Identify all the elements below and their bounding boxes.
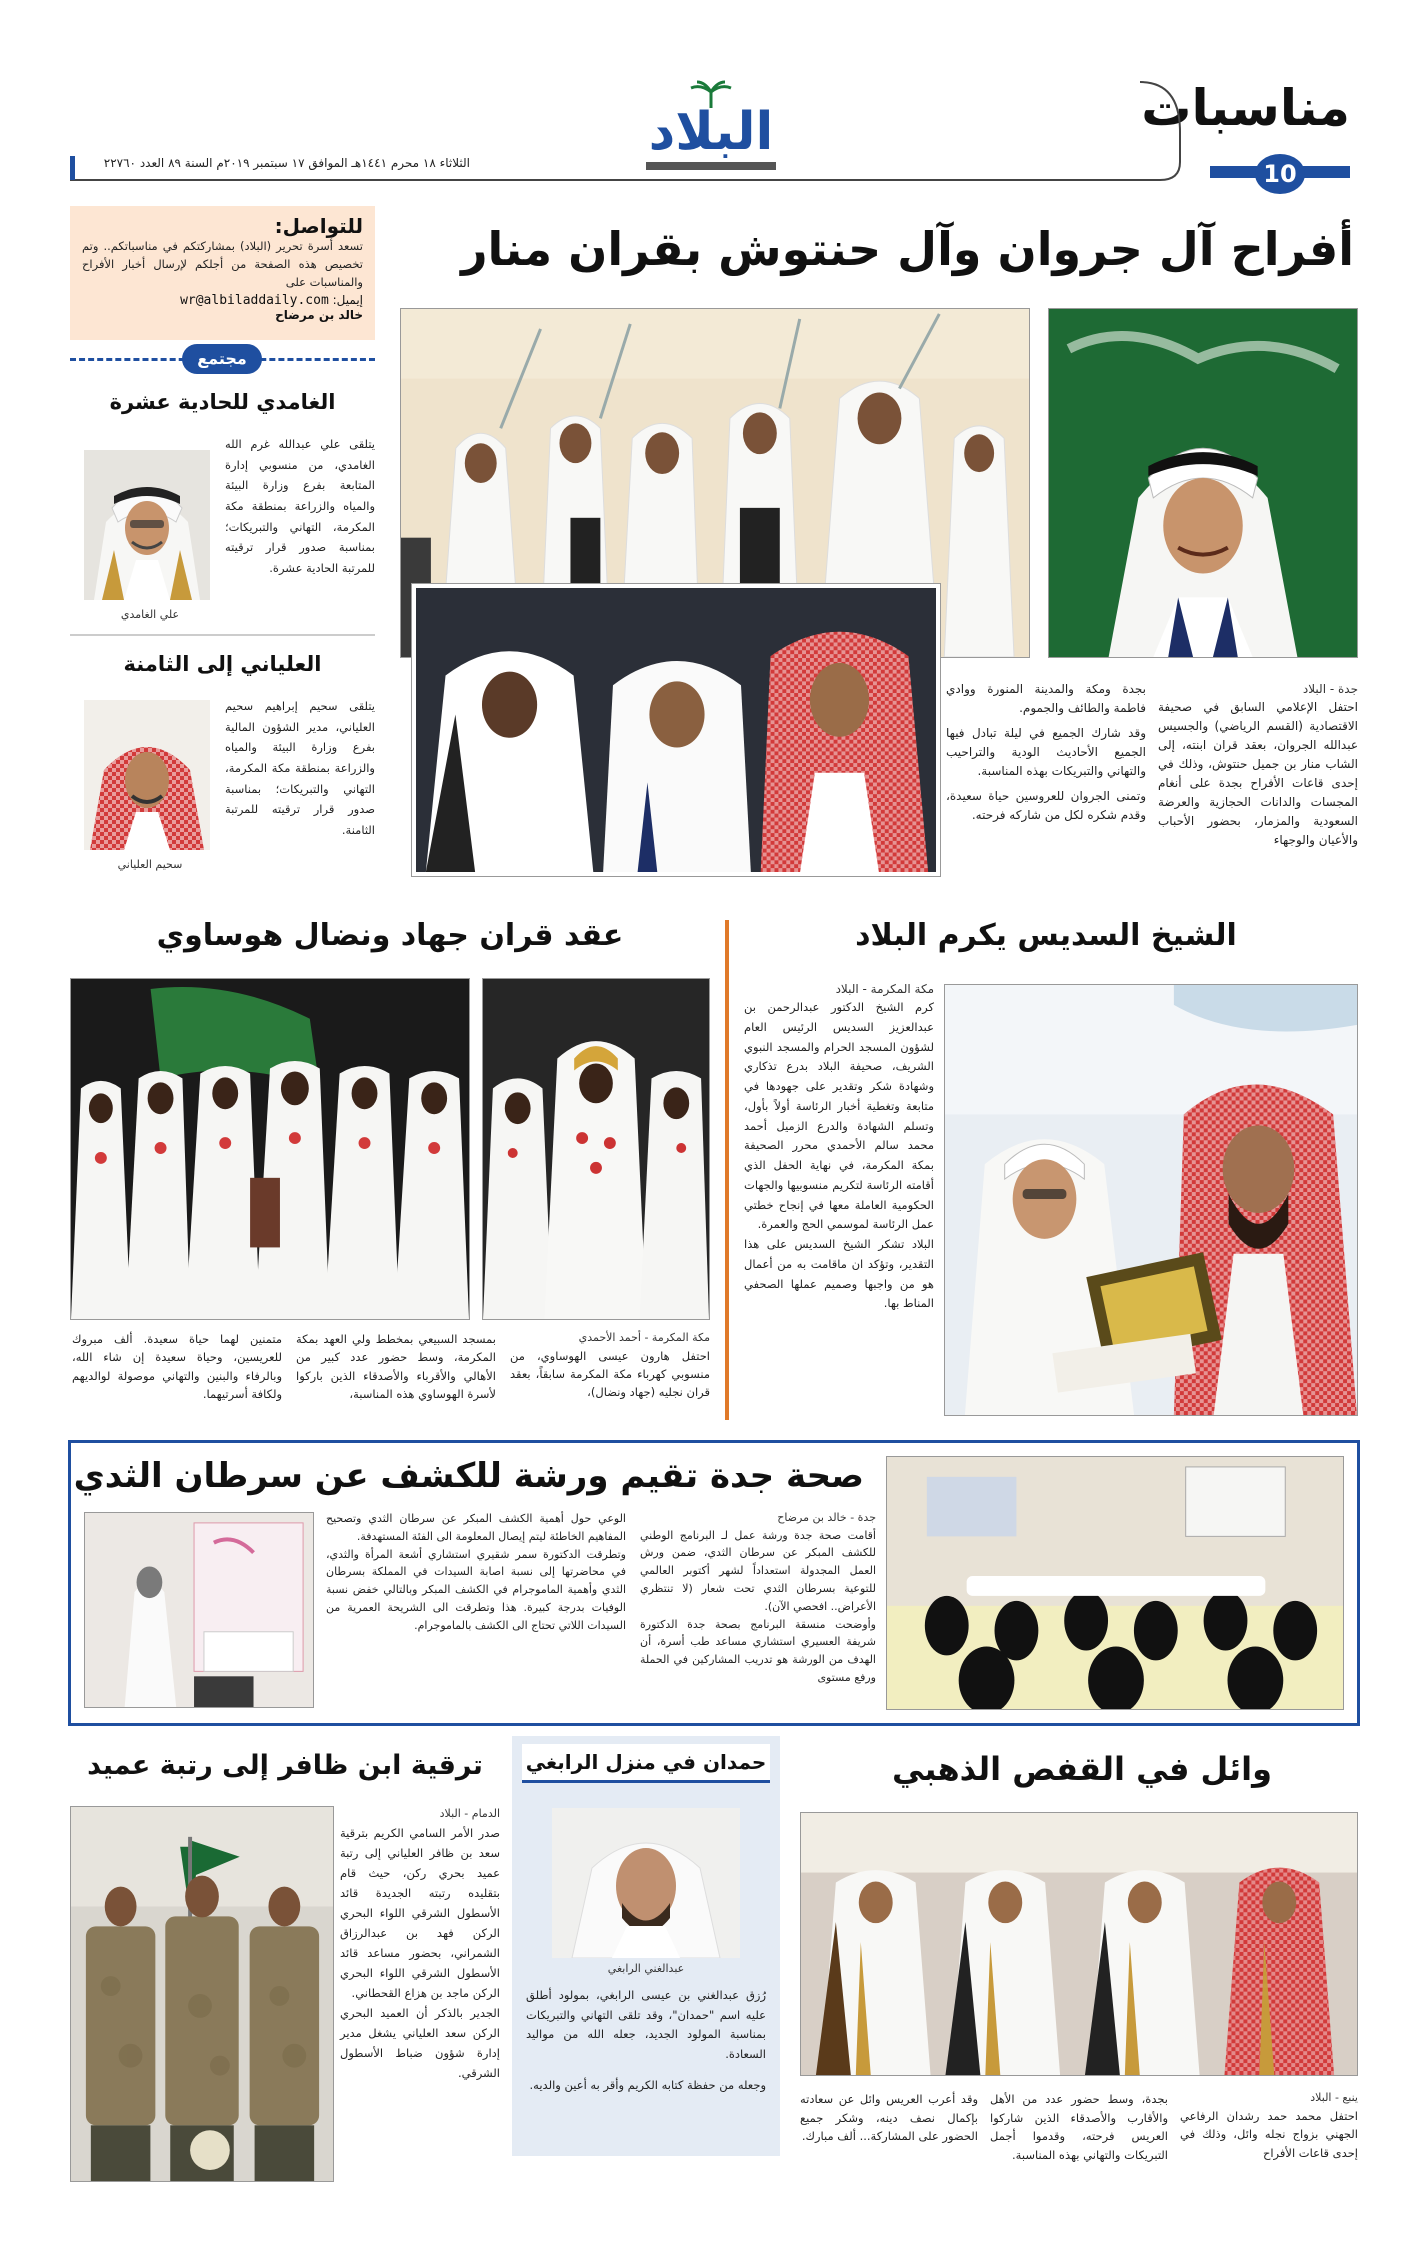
community-badge bbox=[182, 344, 262, 374]
story3-col2: بمسجد السبيعي بمخطط ولي العهد بمكة المكرمة، وسط حضور عدد كبير من الأهالي والأقرباء والأصدقاء الذين باركوا لأسرة الهوساوي هذه المناسبة، bbox=[296, 1332, 496, 1402]
story2-body-b: البلاد تشكر الشيخ السديس على هذا التقدير، وتؤكد ان ماقامت به من أعمال هو من واجبها وصميم عملها الصحفي المناط بها. bbox=[744, 1237, 934, 1311]
story6-photo bbox=[552, 1808, 740, 1958]
masthead bbox=[0, 0, 1420, 188]
story2-text bbox=[744, 980, 934, 1420]
story6-headline: حمدان في منزل الرابغي bbox=[522, 1744, 770, 1783]
orange-rule bbox=[725, 920, 729, 1420]
story4-col1-a: أقامت صحة جدة ورشة عمل لـ البرنامج الوطني للكشف المبكر عن سرطان الثدي، ضمن ورش العمل المجدولة استعداداً لشهر أكتوبر العالمي للتوعية بسرطان الثدي تحت شعار (لا تنتظري الأعراض.. افحصي الآن). bbox=[640, 1528, 876, 1613]
story7-dateline: الدمام - البلاد bbox=[439, 1807, 500, 1820]
story4-col1-b: وأوضحت منسقة البرنامج بصحة جدة الدكتورة شريفة العسيري استشاري مساعد طب أسرة، أن الهدف من الورشة هو تدريب المشاركين في الحملة ورفع مستوى bbox=[640, 1617, 876, 1684]
story3-text bbox=[70, 1330, 710, 1420]
story4-headline: صحة جدة تقيم ورشة للكشف عن سرطان الثدي bbox=[73, 1456, 864, 1496]
story5-photo bbox=[800, 1812, 1358, 2076]
rabighi-portrait-image bbox=[552, 1808, 740, 1958]
brief-ghamdi-body: يتلقى علي عبدالله غرم الله الغامدي، من منسوبي إدارة المتابعة بفرع وزارة البيئة والمياه والزراعة بمنطقة مكة المكرمة، التهاني والتبريكات؛ بمناسبة صدور قرار ترقيته للمرتبة الحادية عشرة. bbox=[225, 437, 375, 576]
contact-email[interactable]: wr@albiladdaily.com bbox=[180, 293, 329, 309]
story3-col3: متمنين لهما حياة سعيدة. ألف مبروك للعريسين، وحياة سعيدة إن شاء الله، وبالرفاء والبنين والتهاني موصولة لوالديهم ولكافة أسرتيهما. bbox=[72, 1332, 282, 1402]
issue-date: الثلاثاء ١٨ محرم ١٤٤١هـ الموافق ١٧ سبتمبر ٢٠١٩م السنة ٨٩ العدد ٢٢٧٦٠ bbox=[103, 156, 470, 170]
story3-photo-grooms bbox=[482, 978, 710, 1320]
story3-photo-group bbox=[70, 978, 470, 1320]
brief-ghamdi-title: الغامدي للحادية عشرة bbox=[109, 390, 336, 414]
story7-headline: ترقية ابن ظافر إلى رتبة عميد bbox=[87, 1750, 483, 1781]
brief-ghamdi-caption: علي الغامدي bbox=[120, 608, 180, 621]
community-badge-label: مجتمع bbox=[197, 349, 247, 368]
story4-col2-b: وتطرقت الدكتورة سمر شقيري استشاري أشعة المرأة والثدي، في محاضرتها إلى نسبة اصابة السيدات في المملكة بسرطان الثدي وأهمية الماموجرام في الكشف المبكر وبالتالي خفض نسبة الوفيات بدرجة كبيرة. هذا وتطرقت الى الشريحة العمرية من السيدات اللاتي تحتاج الى الكشف بالماموجرام. bbox=[326, 1547, 626, 1632]
story2-photo bbox=[944, 984, 1358, 1416]
story4-col1 bbox=[640, 1510, 876, 1710]
story7-body: صدر الأمر السامي الكريم بترقية سعد بن ظافر العلياني إلى رتبة عميد بحري ركن، حيث قام بتقليده رتبته الجديدة قائد الأسطول الشرقي اللواء البحري الركن فهد بن عبدالرزاق الشمراني، بحضور مساعد قائد الأسطول الشرقي اللواء البحري الركن ماجد بن هزاع القحطاني. bbox=[340, 1825, 500, 2000]
story3-col1: احتفل هارون عيسى الهوساوي، من منسوبي كهرباء مكة المكرمة سابقاً، بعقد قران نجليه (جهاد ونضال)، bbox=[510, 1348, 710, 1400]
brief-alyani-title: العلياني إلى الثامنة bbox=[123, 652, 322, 676]
portrait-ghamdi-image bbox=[84, 450, 210, 600]
story6-body: رُزق عبدالغني بن عيسى الرابغي، بمولود أطلق عليه اسم "حمدان"، وقد تلقى التهاني والتبريكات بمناسبة المولود الجديد، جعله الله من مواليد السعادة. bbox=[526, 1988, 766, 2061]
story4-photo-speaker bbox=[84, 1512, 314, 1708]
story3-dateline: مكة المكرمة - أحمد الأحمدي bbox=[578, 1331, 710, 1344]
story4-col2 bbox=[326, 1510, 626, 1710]
brief-alyani bbox=[70, 648, 375, 898]
contact-email-label: إيميل: bbox=[332, 293, 363, 308]
story2-body-a: كرم الشيخ الدكتور عبدالرحمن بن عبدالعزيز السديس الرئيس العام لشؤون المسجد الحرام والمسجد النبوي الشريف، صحيفة البلاد بدرع تذكاري وشهادة شكر وتقدير على جهودها في متابعة وتغطية أخبار الرئاسة أولاً بأول، وتسلم الشهادة والدرع الزميل أحمد محمد سالم الأحمدي محرر الصحيفة بمكة المكرمة، في نهاية الحفل الذي أقامته الرئاسة لتكريم منسوبيها والجهات الحكومية العاملة معها في إنجاح خطتي عمل الرئاسة لموسمي الحج والعمرة. bbox=[744, 1000, 934, 1232]
story5-dateline: ينبع - البلاد bbox=[1310, 2091, 1358, 2104]
story6-box bbox=[512, 1736, 780, 2156]
logo bbox=[636, 80, 786, 180]
portrait-alyani-image bbox=[84, 700, 210, 850]
story4-dateline: جدة - خالد بن مرضاح bbox=[777, 1511, 876, 1524]
section-title: مناسبات bbox=[1141, 79, 1350, 137]
contact-title: للتواصل: bbox=[274, 214, 363, 238]
page-number: 10 bbox=[1263, 160, 1297, 188]
logo-text: البلاد bbox=[648, 102, 774, 162]
story2-dateline: مكة المكرمة - البلاد bbox=[835, 982, 934, 996]
story1-text bbox=[940, 680, 1358, 880]
workshop-hall-image bbox=[887, 1457, 1343, 1709]
story1-headline: أفراح آل جروان وآل حنتوش بقران منار bbox=[461, 222, 1354, 276]
groom-with-fathers-image bbox=[416, 588, 936, 872]
story5-text bbox=[800, 2090, 1358, 2190]
groom-portrait-image bbox=[1049, 309, 1357, 657]
story1-photo-three bbox=[412, 584, 940, 876]
story5-col3: وقد أعرب العريس وائل عن سعادته بإكمال نصف دينه، وشكر جميع الحضور على المشاركة... ألف مبارك. bbox=[800, 2092, 978, 2144]
story1-col2c: وتمنى الجروان للعروسين حياة سعيدة، وقدم شكره لكل من شاركه فرحته. bbox=[946, 788, 1146, 822]
story5-col2: بجدة، وسط حضور عدد من الأهل والأقارب والأصدقاء الذين شاركوا العريس فرحته، وقدموا أجمل التبريكات والتهاني بهذه المناسبة. bbox=[990, 2092, 1168, 2162]
story5-headline: وائل في القفص الذهبي bbox=[892, 1750, 1272, 1788]
story4-col2-a: الوعي حول أهمية الكشف المبكر عن سرطان الثدي وتصحيح المفاهيم الخاطئة ليتم إيصال المعلومة الى الفئة المستهدفة. bbox=[326, 1512, 626, 1543]
hawsawi-group-image bbox=[71, 979, 469, 1319]
hawsawi-grooms-image bbox=[483, 979, 709, 1319]
issue-line bbox=[70, 156, 470, 180]
story4-photo-hall bbox=[886, 1456, 1344, 1710]
story1-col1: احتفل الإعلامي السابق في صحيفة الاقتصادية (القسم الرياضي) والجسيس عبدالله الجروان، بعقد قران ابنته، إلى الشاب منار بن جميل حنتوش، وذلك في إحدى قاعات الأفراح بجدة على أنغام المجسات والدانات الحجازية والعرضة السعودية والمزمار، بحضور الأحباب والأعيان والوجهاء bbox=[1158, 700, 1358, 847]
story7-text bbox=[340, 1806, 500, 2182]
wael-wedding-image bbox=[801, 1813, 1357, 2075]
contact-box bbox=[70, 206, 375, 340]
contact-editor: خالد بن مرضاح bbox=[275, 308, 363, 323]
brief-alyani-body: يتلقى سحيم إبراهيم سحيم العلياني، مدير الشؤون المالية بفرع وزارة البيئة والمياه والزراعة بمنطقة مكة المكرمة، التهاني والتبريكات؛ بمناسبة صدور قرار ترقيته للمرتبة الثامنة. bbox=[225, 699, 375, 838]
brief-ghamdi bbox=[70, 386, 375, 636]
brief-alyani-caption: سحيم العلياني bbox=[117, 858, 183, 871]
story1-dateline: جدة - البلاد bbox=[1302, 682, 1358, 696]
story5-col1: احتفل محمد حمد رشدان الرفاعي الجهني بزواج نجله وائل، وذلك في إحدى قاعات الأفراح bbox=[1180, 2108, 1358, 2160]
story7-photo bbox=[70, 1806, 334, 2182]
story1-col2b: وقد شارك الجميع في ليلة تبادل فيها الجميع الأحاديث الودية والتراحيب والتهاني والتبريكات بهذه المناسبة. bbox=[946, 725, 1146, 778]
story6-body-b: وجعله من حفظة كتابه الكريم وأقر به أعين والديه. bbox=[529, 2078, 766, 2092]
brief-alyani-photo bbox=[84, 700, 210, 850]
story6-photo-caption: عبدالغني الرابغي bbox=[607, 1962, 685, 1975]
story7-body-b: الجدير بالذكر أن العميد البحري الركن سعد العلياني يشغل مدير إدارة شؤون ضباط الأسطول الشرقي. bbox=[340, 2005, 500, 2080]
story2-headline: الشيخ السديس يكرم البلاد bbox=[855, 918, 1237, 953]
story1-col2a: بجدة ومكة والمدينة المنورة ووادي فاطمة والطائف والجموم. bbox=[946, 682, 1146, 715]
logo-bar bbox=[646, 162, 776, 170]
speaker-lecture-image bbox=[85, 1513, 313, 1707]
contact-body: تسعد أسرة تحرير (البلاد) بمشاركتكم في مناسباتكم.. وتم تخصيص هذه الصفحة من أجلكم لإرسال أخبار الأفراح والمناسبات على bbox=[82, 239, 363, 289]
brief-ghamdi-photo bbox=[84, 450, 210, 600]
story3-headline: عقد قران جهاد ونضال هوساوي bbox=[156, 918, 624, 953]
story1-photo-groom bbox=[1048, 308, 1358, 658]
promotion-ceremony-image bbox=[71, 1807, 333, 2181]
page-number-badge bbox=[1255, 154, 1305, 194]
sudais-honors-albilad-image bbox=[945, 985, 1357, 1415]
